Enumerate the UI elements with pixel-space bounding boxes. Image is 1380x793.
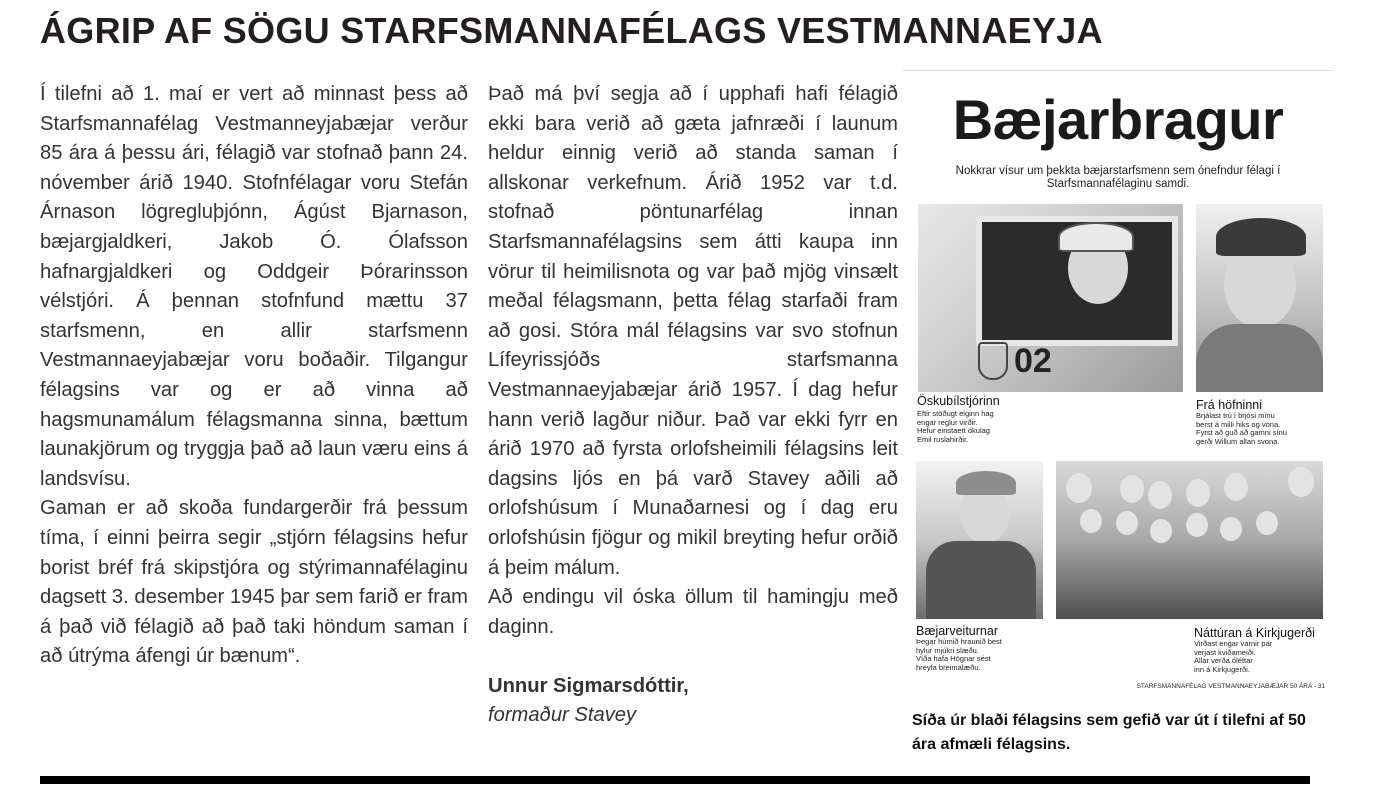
paragraph: Gaman er að skoða fundargerðir frá þessum tíma, í einni þeirra segir „stjórn félagsins hefur borist bréf frá skipstjóra og stýrimannafélaginu dagsett 3. desember 1945 þar sem farið er fram á það við félagið að það taki höndum saman í að útrýma áfengi úr bænum“. — [40, 497, 468, 668]
photo-caption-name: Bæjarveiturnar — [916, 624, 998, 638]
paragraph: Að endingu vil óska öllum til hamingju með daginn. — [488, 586, 898, 638]
shoulders-shape — [1196, 324, 1323, 392]
clipping-title: Bæjarbragur — [952, 88, 1284, 151]
article-title: ÁGRIP AF SÖGU STARFSMANNAFÉLAGS VESTMANNAEYJA — [40, 10, 1103, 51]
clipping-footer: STARFSMANNAFÉLAG VESTMANNAEYJABÆJAR 50 ÁRA - 31 — [1136, 683, 1325, 690]
newspaper-clipping — [903, 70, 1333, 693]
truck-number: 02 — [1014, 342, 1052, 380]
photo-caption-verse: Þegar húmið hraunið best hylur mjúkri slæðu. Víða hafa Högnar sést hreyfa breimalæðu. — [916, 637, 1002, 672]
photo-caption-verse: Eftir stöðugt eiginn hag engar reglur virðir. Hefur einstaett ókulag Emil ruslahirðir. — [917, 409, 994, 444]
signature-role: formaður Stavey — [488, 704, 637, 727]
uniform-cap-shape — [1216, 218, 1306, 256]
photo-harbour-man — [1196, 204, 1323, 392]
photo-caption-name: Öskubílstjórinn — [917, 394, 1000, 408]
paragraph: Í tilefni að 1. maí er vert að minnast þess að Starfsmannafélag Vestmanneyjabæjar verður 85 ára á þessu ári, félagið var stofnað þann 24. nóvember árið 1940. Stofnfélagar voru Stefán Árnason lögregluþjónn, Ágúst Bjarnason, bæjargjaldkeri, Jakob Ó. Ólafsson hafnargjaldkeri og Oddgeir Þórarinsson vélstjóri. Á þennan stofnfund mættu 37 starfsmenn, en allir starfsmenn Vestmannaeyjabæjar voru boðaðir. Tilgangur félagsins var og er að vinna að hagsmunamálum félagsmanna sinna, bættum launakjörum og tryggja það að laun væru eins á landsvísu. — [40, 83, 468, 490]
clipping-subtitle: Nokkrar vísur um þekkta bæjarstarfsmenn sem ónefndur félagi í Starfsmannafélaginu samdi. — [955, 165, 1281, 190]
figure-caption: Síða úr blaði félagsins sem gefið var út í tilefni af 50 ára afmæli félagsins. — [912, 712, 1306, 753]
paragraph: Það má því segja að í upphafi hafi félagið ekki bara verið að gæta jafnræði í launum heldur einnig verið að standa saman í allskonar verkefnum. Árið 1952 var t.d. stofnað pöntunarfélag innan Starfsmannafélagsins sem átti kaupa inn vörur til heimilisnota og var það mjög vinsælt meðal félagsmann, þetta félag starfaði fram að gosi. Stóra mál félagsins var svo stofnun Lífeyrissjóðs starfsmanna Vestmannaeyjabæjar árið 1957. Í dag hefur hann verið lagður niður. Það var ekki fyrr en árið 1970 að fyrsta orlofsheimili félagsins leit dagsins ljós en þá varð Stavey aðili að orlofshúsum í Munaðarnesi og í dag eru orlofshúsin fjögur og mikil breyting hefur orðið á þeim málum. — [488, 83, 898, 579]
photo-caption-name: Frá höfninni — [1196, 398, 1263, 412]
photo-caption-name: Náttúran á Kirkjugerði — [1194, 626, 1315, 640]
article-column-1 — [40, 80, 468, 672]
photo-group-with-babies — [1056, 461, 1323, 619]
photo-utilities-man — [916, 461, 1043, 619]
jacket-shape — [926, 541, 1036, 619]
article-column-2 — [488, 80, 898, 731]
crest-icon — [978, 342, 1008, 380]
cap-shape — [1058, 222, 1134, 252]
bottom-rule — [40, 776, 1310, 784]
photo-caption-verse: Brjálast trú í brjósi mínu berst á milli hiks og vona. Fyrst að guð að gamni sínu gerði Willum allan svona. — [1196, 411, 1287, 446]
photo-caption-verse: Virðast engar varnir par verjast kviðameiði. Allar verða óléttar inn á Kirkjugerði. — [1194, 639, 1273, 674]
cap-shape — [956, 471, 1016, 495]
photo-truck-driver — [918, 204, 1183, 392]
signature-name: Unnur Sigmarsdóttir, — [488, 674, 689, 697]
